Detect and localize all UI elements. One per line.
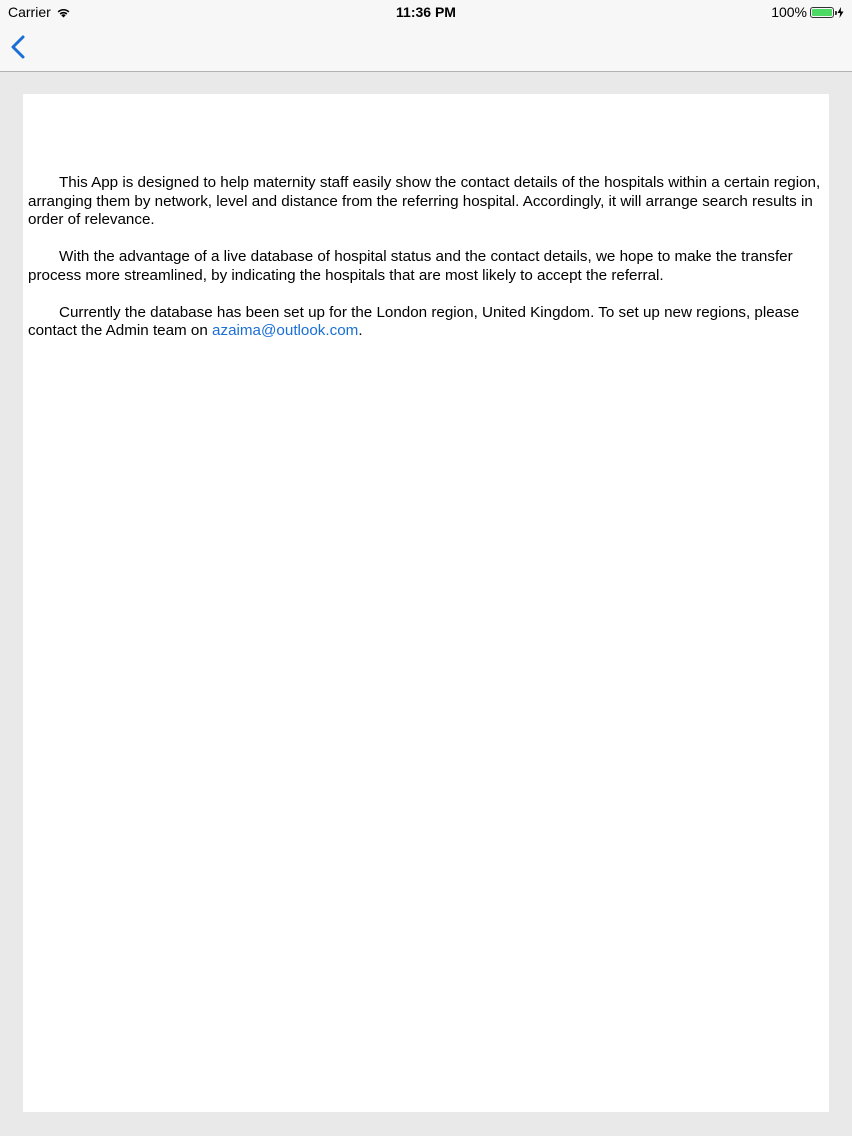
- about-paragraph-3-end: .: [358, 322, 363, 339]
- battery-fill: [812, 9, 832, 16]
- chevron-left-icon: [8, 32, 36, 62]
- about-paragraph-2: With the advantage of a live database of hospital status and the contact details, we hope to make the transfer process more streamlined, by indicating the hospitals that are most likely to accept the referral.: [28, 248, 793, 284]
- about-paragraph-3: [28, 304, 828, 341]
- about-text: [28, 174, 828, 359]
- navigation-bar: [0, 24, 852, 72]
- status-time: 11:36 PM: [396, 4, 456, 20]
- back-button[interactable]: [8, 32, 36, 62]
- admin-email-link[interactable]: azaima@outlook.com: [212, 322, 359, 339]
- battery-percent: 100%: [771, 4, 807, 20]
- battery-tip: [835, 11, 837, 15]
- about-paragraph-1: This App is designed to help maternity staff easily show the contact details of the hospitals within a certain region, arranging them by network, level and distance from the referring hospital. Accordingly, it will arrange search results in order of relevance.: [28, 174, 821, 228]
- battery-icon: [810, 7, 834, 18]
- about-paragraph-3-text: Currently the database has been set up for the London region, United Kingdom. To set up new regions, please contact the Admin team on: [28, 303, 800, 339]
- about-content-card: [23, 94, 829, 1112]
- status-bar: [0, 0, 852, 24]
- charging-icon: [837, 7, 844, 18]
- carrier-label: Carrier: [8, 4, 51, 20]
- status-right: [771, 4, 844, 20]
